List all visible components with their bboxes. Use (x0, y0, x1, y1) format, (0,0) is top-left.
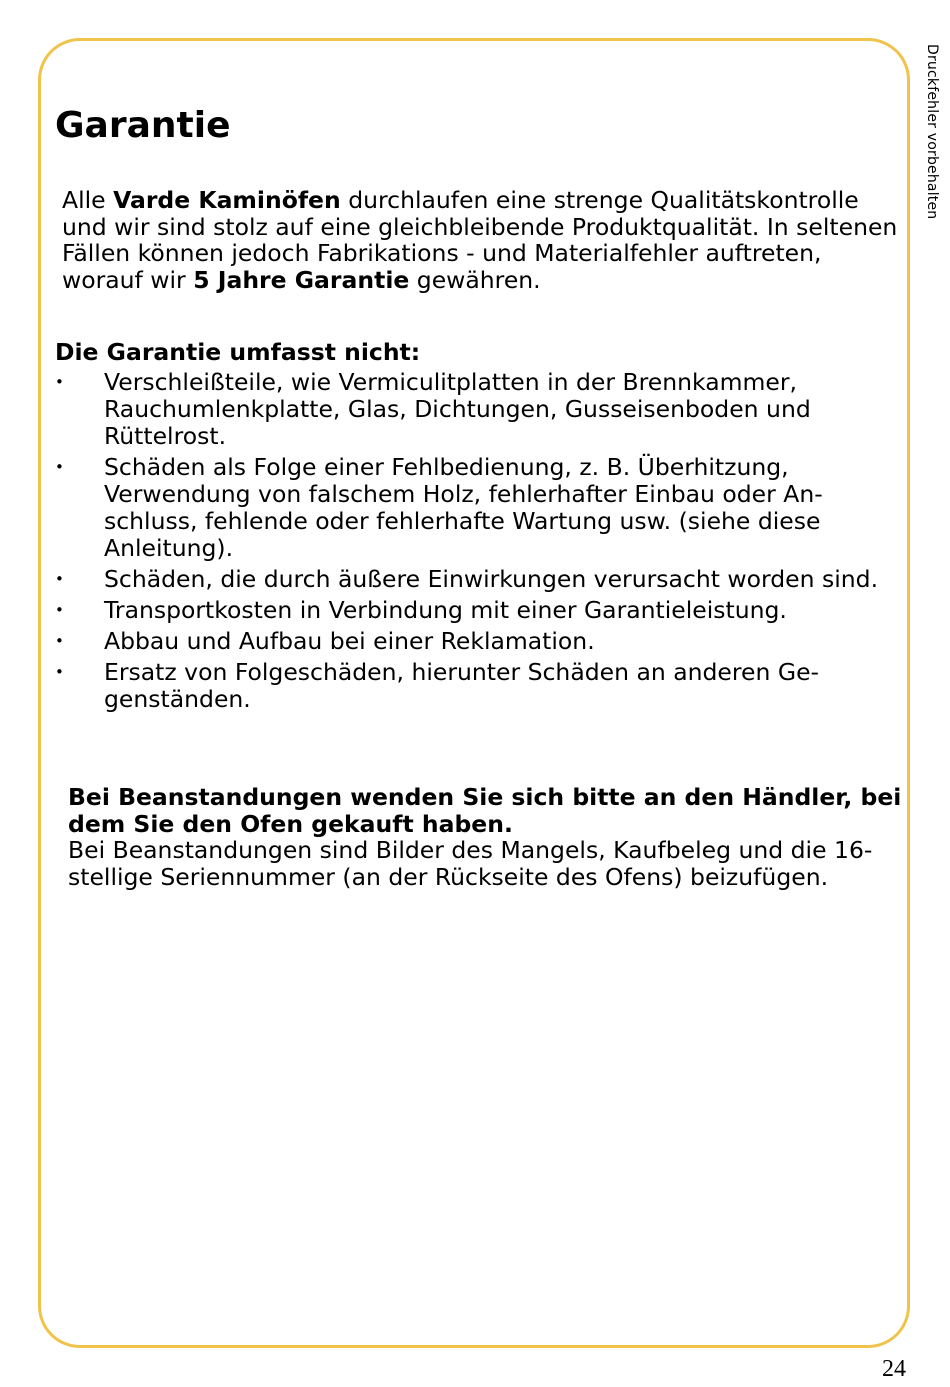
intro-paragraph (62, 187, 902, 293)
list-item (55, 628, 885, 655)
brand-name: Varde Kaminöfen (113, 186, 341, 214)
page-number: 24 (882, 1356, 906, 1382)
intro-text-3: gewähren. (409, 265, 541, 294)
bullet-icon: • (55, 458, 64, 476)
list-item (55, 369, 885, 450)
list-item (55, 566, 885, 593)
bullet-icon: • (55, 632, 64, 650)
list-item (55, 597, 885, 624)
list-item (55, 659, 885, 713)
bullet-icon: • (55, 570, 64, 588)
guarantee-period: 5 Jahre Garantie (193, 265, 410, 294)
exclusions-list (55, 369, 885, 717)
bullet-icon: • (55, 373, 64, 391)
bullet-icon: • (55, 663, 64, 681)
intro-text-2: durchlaufen eine strenge Qualitätskontrolle und wir sind stolz auf eine gleichbleibende Produktqualität. In seltenen Fällen können jedoch Fabrikations - und Materialfehler auftreten, worauf wir (62, 186, 898, 294)
list-item-text: Schäden als Folge einer Fehlbedienung, z. B. Überhitzung, Verwendung von falschem Holz, fehlerhafter Einbau oder Anschluss, fehlende oder fehlerhafte Wartung usw. (siehe diese Anleitung). (104, 453, 823, 562)
list-item-text: Ersatz von Folgeschäden, hierunter Schäden an anderen Gegenständen. (104, 658, 820, 713)
exclusions-heading: Die Garantie umfasst nicht: (55, 338, 421, 366)
list-item-text: Verschleißteile, wie Vermiculitplatten in der Brennkammer, Rauchumlenkplatte, Glas, Dichtungen, Gusseisenboden und Rüttelrost. (104, 368, 811, 450)
list-item-text: Schäden, die durch äußere Einwirkungen verursacht worden sind. (104, 565, 879, 593)
list-item (55, 454, 885, 562)
notice-body: Bei Beanstandungen sind Bilder des Mangels, Kaufbeleg und die 16-stellige Seriennummer (an der Rückseite des Ofens) beizufügen. (68, 836, 873, 891)
notice-heading: Bei Beanstandungen wenden Sie sich bitte an den Händler, bei dem Sie den Ofen gekauft haben. (68, 783, 902, 838)
page-title: Garantie (55, 105, 231, 146)
intro-text-1: Alle (62, 186, 114, 214)
bullet-icon: • (55, 601, 64, 619)
side-note: Druckfehler vorbehalten (924, 44, 940, 220)
list-item-text: Abbau und Aufbau bei einer Reklamation. (104, 627, 595, 655)
list-item-text: Transportkosten in Verbindung mit einer Garantieleistung. (104, 596, 787, 624)
